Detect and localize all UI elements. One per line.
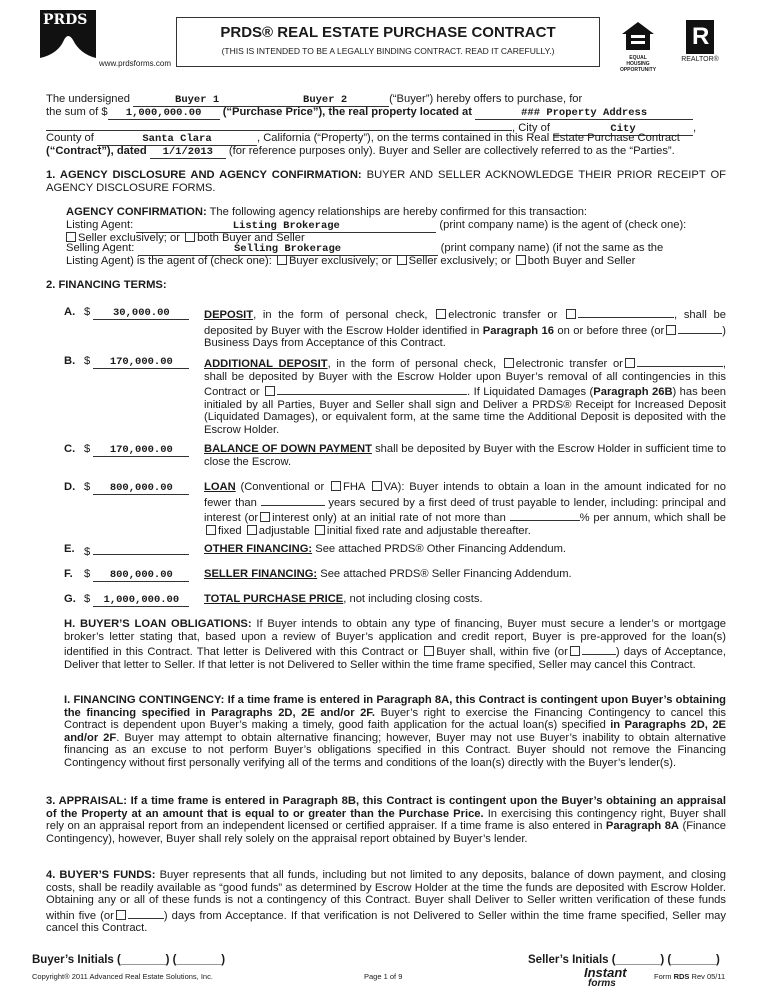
city-field[interactable]: City <box>553 124 693 136</box>
logo-text: PRDS <box>43 12 88 28</box>
deposit-electronic-checkbox[interactable] <box>436 309 446 319</box>
additional-deposit-field[interactable]: 170,000.00 <box>93 357 189 369</box>
prds-logo <box>40 10 96 66</box>
deposit-days-field[interactable] <box>678 322 722 334</box>
item-e-label: E. <box>64 543 75 555</box>
buyer-initials[interactable]: Buyer’s Initials (_______) (_______) <box>32 954 226 966</box>
section-4: 4. BUYER’S FUNDS: Buyer represents that all funds, including but not limited to any deposits, balance of down payment, and closing costs, shall be readily available as “good funds” as determined by Escrow Holder at the time the funds are deposited with Escrow Holder. Obtaining any or all of these funds is not a contingency of this Contract. Buyer shall Deliver to Seller written verification of these funds within five (or ) days from Acceptance. If that verification is not Delivered to Seller within the time frame specified, Seller may cancel this Contract. <box>46 869 726 935</box>
item-i: I. FINANCING CONTINGENCY: If a time frame is entered in Paragraph 8A, this Contract is contingent upon Buyer’s obtaining the financing specified in Paragraphs 2D, 2E and/or 2F. Buyer’s right to exercise the Financing Contingency to cancel this Contract is dependent upon Buyer’s making a timely, good faith application for the actual loan(s) specified in Paragraphs 2D, 2E and/or 2F. Buyer may attempt to obtain alternative financing; however, Buyer may not use Buyer’s inability to obtain alternative financing as an excuse to not perform Buyer’s obligations specified in this Contract. Buyer should not remove the Financing Contingency without first personally verifying all of the terms and conditions of the loan(s) directly with the Buyer’s lender(s). <box>64 694 727 769</box>
loan-adjustable-checkbox[interactable] <box>247 525 257 535</box>
add-deposit-alt-field[interactable] <box>277 383 467 395</box>
item-e-amount: $ <box>84 543 189 558</box>
equal-housing-icon <box>618 20 658 52</box>
add-deposit-electronic-checkbox[interactable] <box>504 358 514 368</box>
seller-financing-field[interactable]: 800,000.00 <box>93 570 189 582</box>
mountain-icon <box>40 28 96 66</box>
purchase-price-field[interactable]: 1,000,000.00 <box>108 108 220 120</box>
selling-agent-options: Listing Agent) is the agent of (check one): Buyer exclusively; or Seller exclusively; or both Buyer and Seller <box>66 255 636 267</box>
balance-down-field[interactable]: 170,000.00 <box>93 445 189 457</box>
deposit-other-field[interactable] <box>578 306 674 318</box>
loan-initial-fixed-checkbox[interactable] <box>315 525 325 535</box>
loan-letter-checkbox[interactable] <box>424 646 434 656</box>
loan-letter-days-checkbox[interactable] <box>570 646 580 656</box>
item-a-label: A. <box>64 306 76 318</box>
date-field[interactable]: 1/1/2013 <box>150 147 226 159</box>
loan-rate-field[interactable] <box>510 509 580 521</box>
intro-line-1: The undersigned Buyer 1 Buyer 2 (“Buyer”) hereby offers to purchase, for <box>46 93 583 106</box>
listing-both-checkbox[interactable] <box>185 232 195 242</box>
loan-years-field[interactable] <box>261 494 325 506</box>
add-deposit-other-field[interactable] <box>637 355 723 367</box>
other-financing-field[interactable] <box>93 543 189 555</box>
realtor-text: REALTOR® <box>681 56 719 63</box>
deposit-field[interactable]: 30,000.00 <box>93 308 189 320</box>
section-1: 1. AGENCY DISCLOSURE AND AGENCY CONFIRMATION: BUYER AND SELLER ACKNOWLEDGE THEIR PRIOR RECEIPT OF AGENCY DISCLOSURE FORMS. <box>46 169 726 194</box>
section-3: 3. APPRAISAL: If a time frame is entered in Paragraph 8B, this Contract is contingent upon the Buyer’s obtaining an appraisal of the Property at an amount that is equal to or greater than the Purchase Price. In exercising this contingency right, Buyer shall rely on an appraisal report from an independent licensed or certified appraiser. If a time frame is also entered in Paragraph 8A (Finance Contingency), however, Buyer shall rely solely on the appraisal report obtained by Buyer’s lender. <box>46 795 727 845</box>
funds-days-checkbox[interactable] <box>116 910 126 920</box>
selling-seller-checkbox[interactable] <box>397 255 407 265</box>
listing-agent-field[interactable]: Listing Brokerage <box>136 221 436 233</box>
listing-agent-row: Listing Agent: Listing Brokerage (print company name) is the agent of (check one): <box>66 219 687 232</box>
intro-line-5: (“Contract”), dated 1/1/2013 (for reference purposes only). Buyer and Seller are collectively referred to as the “Parties”. <box>46 145 675 158</box>
seller-initials[interactable]: Seller’s Initials (_______) (_______) <box>528 954 720 966</box>
item-g-amount: $ 1,000,000.00 <box>84 593 189 607</box>
deposit-other-checkbox[interactable] <box>566 309 576 319</box>
item-d-label: D. <box>64 481 76 493</box>
item-f-desc: SELLER FINANCING: See attached PRDS® Seller Financing Addendum. <box>204 568 572 580</box>
form-revision: Form RDS Rev 05/11 <box>654 972 726 981</box>
page-number: Page 1 of 9 <box>364 972 403 981</box>
funds-days-field[interactable] <box>128 907 164 919</box>
item-b-label: B. <box>64 355 76 367</box>
equal-housing-text: EQUAL HOUSING OPPORTUNITY <box>619 55 657 73</box>
item-g-label: G. <box>64 593 76 605</box>
item-h: H. BUYER’S LOAN OBLIGATIONS: If Buyer intends to obtain any type of financing, Buyer must secure a lender’s or mortgage broker’s letter stating that, based upon a review of Buyer’s application and credit report, Buyer is pre-approved for the loan(s) identified in this Contract. That letter is Delivered with this Contract or Buyer shall, within five (or ) days of Acceptance, Deliver that letter to Seller. If that letter is not Delivered to Seller within the time frame specified, Seller may cancel this Contract. <box>64 618 727 671</box>
item-a-desc: DEPOSIT, in the form of personal check, electronic transfer or , shall be deposited by Buyer with the Escrow Holder identified in Paragraph 16 on or before three (or ) Business Days from Acceptance of this Contract. <box>204 306 726 350</box>
item-a-amount: $ 30,000.00 <box>84 306 189 320</box>
realtor-icon: R <box>686 20 714 54</box>
item-d-desc: LOAN (Conventional or FHA VA): Buyer intends to obtain a loan in the amount indicated for no fewer than years secured by a first deed of trust payable to lender, including: principal and interest (or interest only) at an initial rate of not more than % per annum, which shall be fixed adjustable initial fixed rate and adjustable thereafter. <box>204 481 727 537</box>
instant-forms-logo: Instant forms <box>584 965 627 989</box>
county-field[interactable]: Santa Clara <box>97 134 257 146</box>
website-url: www.prdsforms.com <box>99 59 172 68</box>
total-price-field[interactable]: 1,000,000.00 <box>93 595 189 607</box>
item-c-label: C. <box>64 443 76 455</box>
property-address-field[interactable]: ### Property Address <box>475 108 693 120</box>
intro-line-2: the sum of $ 1,000,000.00 (“Purchase Price”), the real property located at ### Property Address <box>46 106 726 120</box>
loan-va-checkbox[interactable] <box>372 481 382 491</box>
loan-fixed-checkbox[interactable] <box>206 525 216 535</box>
loan-interest-only-checkbox[interactable] <box>260 512 270 522</box>
selling-buyer-checkbox[interactable] <box>277 255 287 265</box>
add-deposit-alt-checkbox[interactable] <box>265 386 275 396</box>
intro-line-4: County of Santa Clara , California (“Property”), on the terms contained in this Real Estate Purchase Contract <box>46 132 680 145</box>
intro-line-3: , City of City , <box>46 119 726 136</box>
page-subtitle: (THIS IS INTENDED TO BE A LEGALLY BINDING CONTRACT. READ IT CAREFULLY.) <box>221 46 555 56</box>
item-f-label: F. <box>64 568 73 580</box>
item-f-amount: $ 800,000.00 <box>84 568 189 582</box>
selling-agent-field[interactable]: Selling Brokerage <box>138 244 438 256</box>
listing-agent-options: Seller exclusively; or both Buyer and Seller <box>66 232 726 245</box>
address-cont-field[interactable] <box>46 119 512 131</box>
deposit-days-checkbox[interactable] <box>666 325 676 335</box>
selling-agent-row: Selling Agent: Selling Brokerage (print company name) (if not the same as the <box>66 242 664 255</box>
agency-confirmation: AGENCY CONFIRMATION: The following agency relationships are hereby confirmed for this transaction: <box>66 206 588 218</box>
copyright: Copyright® 2011 Advanced Real Estate Solutions, Inc. <box>32 972 213 981</box>
item-c-amount: $ 170,000.00 <box>84 443 189 457</box>
selling-both-checkbox[interactable] <box>516 255 526 265</box>
loan-fha-checkbox[interactable] <box>331 481 341 491</box>
item-b-desc: ADDITIONAL DEPOSIT, in the form of personal check, electronic transfer or , shall be deposited by Buyer with the Escrow Holder upon Buyer’s removal of all contingencies in this Contract or . If Liquidated Damages (Paragraph 26B) has been initialed by all Parties, Buyer and Seller shall sign and Deliver a PRDS® Receipt for Increased Deposit (Liquidated Damages), or equivalent form, at the same time the Additional Deposit is deposited with the Escrow Holder. <box>204 355 726 437</box>
item-d-amount: $ 800,000.00 <box>84 481 189 495</box>
listing-seller-checkbox[interactable] <box>66 232 76 242</box>
realtor-logo <box>680 20 720 68</box>
page-title: PRDS® REAL ESTATE PURCHASE CONTRACT <box>220 24 556 41</box>
loan-field[interactable]: 800,000.00 <box>93 483 189 495</box>
item-b-amount: $ 170,000.00 <box>84 355 189 369</box>
buyer2-field[interactable]: Buyer 2 <box>261 95 389 107</box>
section-2-heading: 2. FINANCING TERMS: <box>46 279 167 291</box>
loan-letter-days-field[interactable] <box>582 643 616 655</box>
add-deposit-other-checkbox[interactable] <box>625 358 635 368</box>
item-c-desc: BALANCE OF DOWN PAYMENT shall be deposited by Buyer with the Escrow Holder in sufficient time to close the Escrow. <box>204 443 727 468</box>
item-g-desc: TOTAL PURCHASE PRICE, not including closing costs. <box>204 593 483 605</box>
title-box <box>176 17 600 67</box>
buyer1-field[interactable]: Buyer 1 <box>133 95 261 107</box>
item-e-desc: OTHER FINANCING: See attached PRDS® Other Financing Addendum. <box>204 543 567 555</box>
equal-housing-logo <box>618 20 658 73</box>
